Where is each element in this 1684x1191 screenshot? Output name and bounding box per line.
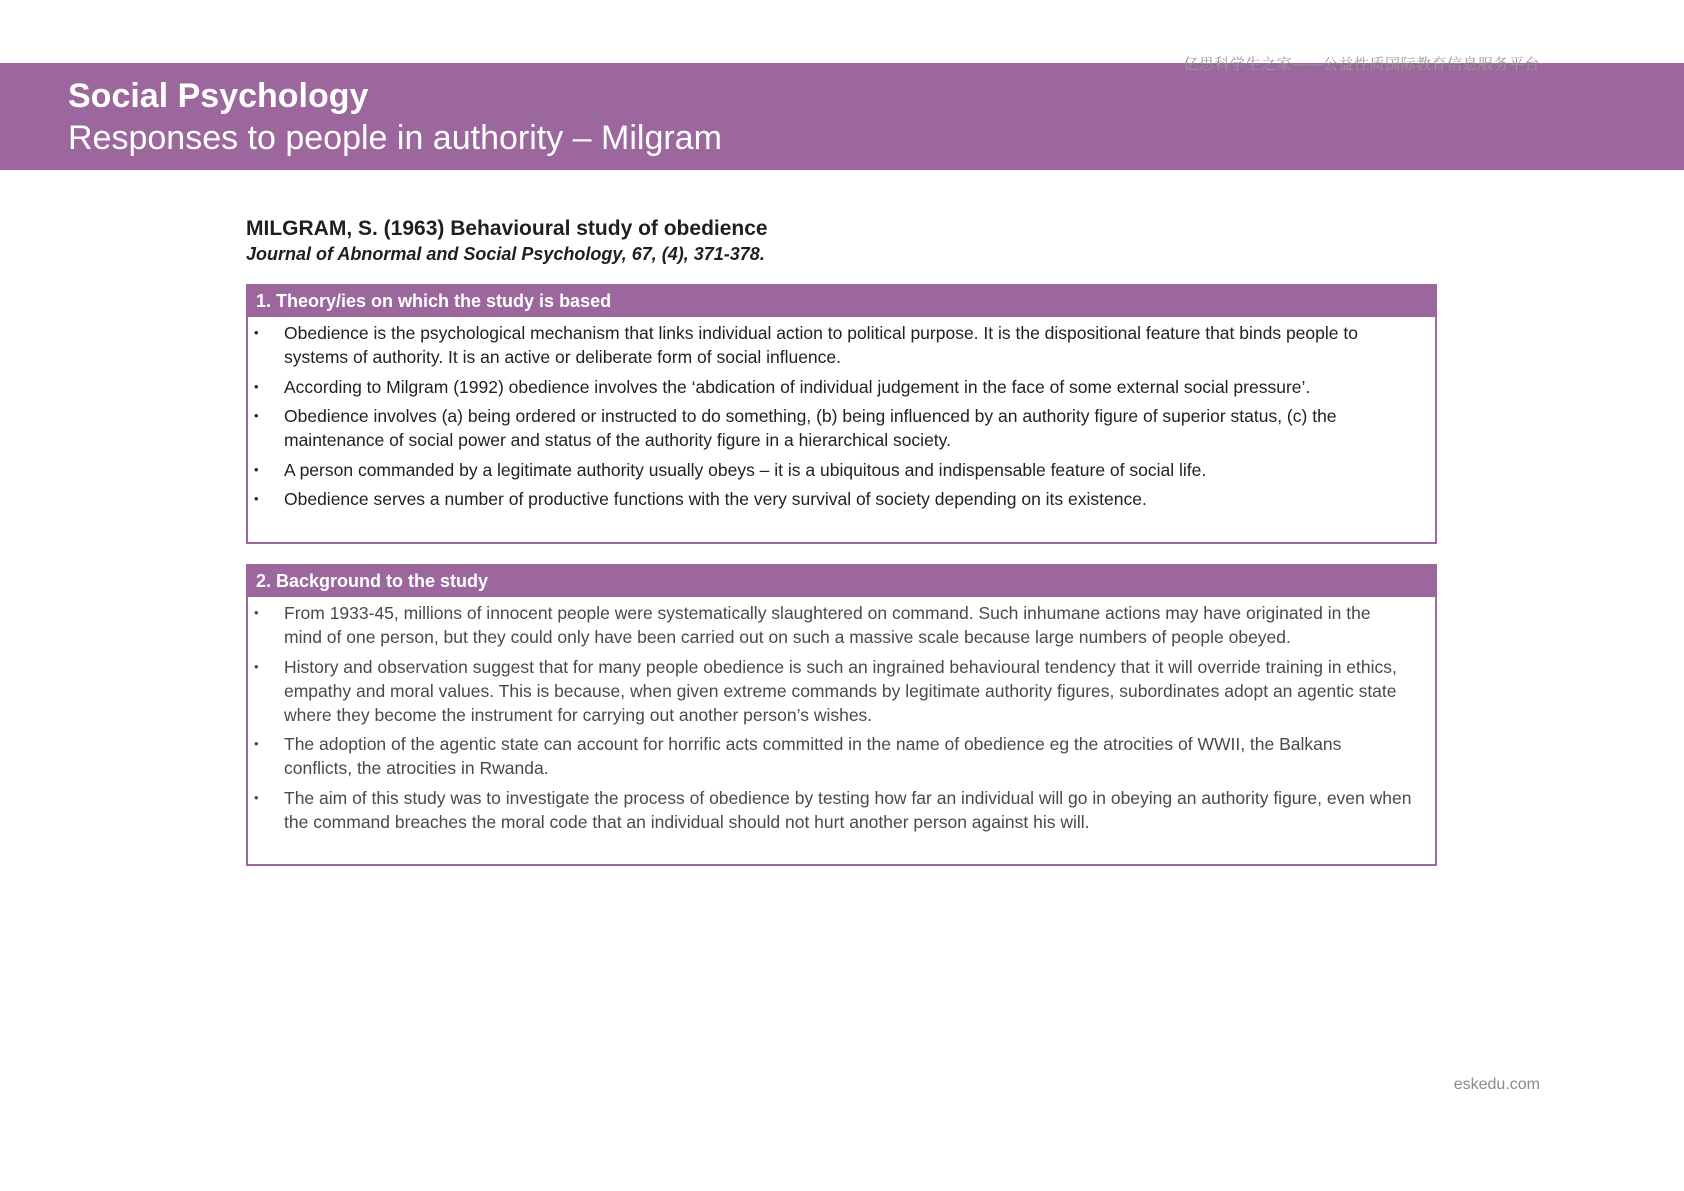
citation-title: MILGRAM, S. (1963) Behavioural study of obedience	[246, 217, 768, 240]
section-theory	[246, 284, 1437, 544]
section-heading: 1. Theory/ies on which the study is based	[248, 286, 1435, 317]
bullet-text: The adoption of the agentic state can account for horrific acts committed in the name of obedience eg the atrocities of WWII, the Balkans conflicts, the atrocities in Rwanda.	[284, 734, 1342, 778]
watermark-text: 亿思科学生之家——公益性质国际教育信息服务平台	[1183, 56, 1540, 73]
section-heading: 2. Background to the study	[248, 566, 1435, 597]
list-item	[248, 321, 1413, 369]
list-item	[248, 655, 1413, 727]
bullet-text: Obedience is the psychological mechanism that links individual action to political purpose. It is the dispositional feature that binds people to systems of authority. It is an active or deliberate form of social influence.	[284, 323, 1358, 367]
list-item	[248, 404, 1413, 452]
bullet-list	[248, 597, 1435, 834]
bullet-icon: •	[254, 461, 259, 477]
bullet-icon: •	[254, 658, 259, 674]
bullet-text: Obedience involves (a) being ordered or instructed to do something, (b) being influenced by an authority figure of superior status, (c) the maintenance of social power and status of the authority figure in a hierarchical society.	[284, 406, 1337, 450]
bullet-text: Obedience serves a number of productive functions with the very survival of society depending on its existence.	[284, 489, 1147, 509]
bullet-icon: •	[254, 605, 259, 620]
list-item	[248, 732, 1413, 780]
list-item	[248, 786, 1413, 834]
bullet-icon: •	[254, 378, 259, 394]
bullet-icon: •	[254, 325, 259, 340]
bullet-text: From 1933-45, millions of innocent people were systematically slaughtered on command. Such inhumane actions may have originated in the mind of one person, but they could only have been carried out on such a massive scale because large numbers of people obeyed.	[284, 603, 1371, 647]
bullet-text: A person commanded by a legitimate authority usually obeys – it is a ubiquitous and indispensable feature of social life.	[284, 459, 1207, 480]
bullet-text: According to Milgram (1992) obedience involves the ‘abdication of individual judgement in the face of some external social pressure’.	[284, 376, 1311, 397]
section-background	[246, 564, 1437, 866]
citation	[246, 217, 768, 265]
list-item	[248, 375, 1413, 399]
footer-site-link[interactable]: eskedu.com	[1453, 1076, 1540, 1093]
list-item	[248, 487, 1413, 511]
page-title: Social Psychology	[68, 77, 369, 115]
page-subtitle: Responses to people in authority – Milgram	[68, 119, 722, 157]
list-item	[248, 458, 1413, 482]
bullet-text: The aim of this study was to investigate the process of obedience by testing how far an individual will go in obeying an authority figure, even when the command breaches the moral code that an individual should not hurt another person against his will.	[284, 787, 1412, 832]
bullet-icon: •	[254, 736, 259, 751]
bullet-text: History and observation suggest that for many people obedience is such an ingrained behavioural tendency that it will override training in ethics, empathy and moral values. This is because, when given extreme commands by legitimate authority figures, subordinates adopt an agentic state where they become the instrument for carrying out another person’s wishes.	[284, 656, 1397, 725]
bullet-icon: •	[254, 491, 259, 506]
citation-journal: Journal of Abnormal and Social Psychology, 67, (4), 371-378.	[246, 244, 765, 264]
list-item	[248, 601, 1413, 649]
bullet-icon: •	[254, 408, 259, 423]
bullet-list	[248, 317, 1435, 511]
header-band	[0, 63, 1684, 170]
bullet-icon: •	[254, 789, 259, 805]
